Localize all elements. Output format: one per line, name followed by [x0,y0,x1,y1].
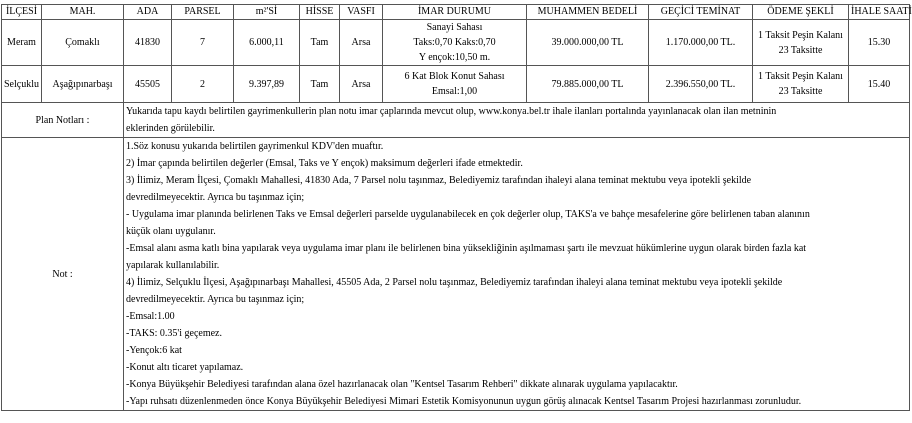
note-line: -Yapı ruhsatı düzenlenmeden önce Konya Büyükşehir Belediyesi Mimari Estetik Komisyonunun uygun görüş alınacak Kentsel Tasarım Projesi hazırlanması zorunludur. [126,396,802,407]
cell-teminat: 2.396.550,00 TL. [649,66,753,103]
header-mahalle: MAH. [42,5,124,20]
imar-line: Sanayi Sahası [426,22,483,33]
note-line: -Emsal:1.00 [126,311,175,322]
note-line: küçük olanı uygulanır. [126,226,216,237]
cell-parsel: 2 [172,66,234,103]
header-ilce: İLÇESİ [2,5,42,20]
cell-ada: 41830 [124,20,172,66]
notes-row [2,138,910,411]
odeme-line: 1 Taksit Peşin Kalanı [758,71,843,82]
notes-text [124,138,910,411]
cell-ilce: Selçuklu [2,66,42,103]
cell-vasif: Arsa [340,20,383,66]
header-vasif: VASFI [340,5,383,20]
plan-notes-line: eklerinden görülebilir. [126,123,215,134]
cell-mahalle: Çomaklı [42,20,124,66]
note-line: 3) İlimiz, Meram İlçesi, Çomaklı Mahallesi, 41830 Ada, 7 Parsel nolu taşınmaz, Belediyemiz tarafından ihaleyi alana teminat mektubu veya ipotekli şekilde [126,175,752,186]
imar-line: Emsal:1,00 [431,86,478,97]
plan-notes-row [2,103,910,138]
header-saat: İHALE SAATİ [849,5,910,20]
cell-ilce: Meram [2,20,42,66]
notes-label: Not : [2,138,124,411]
plan-notes-label: Plan Notları : [2,103,124,138]
cell-muhammen: 39.000.000,00 TL [527,20,649,66]
imar-line: Taks:0,70 Kaks:0,70 [413,37,496,48]
note-line: devredilmeyecektir. Ayrıca bu taşınmaz için; [126,294,305,305]
note-line: - Uygulama imar planında belirlenen Taks ve Emsal değerleri parselde uygulanabilecek en çok değerler olup, TAKS'a ve bahçe mesafelerine göre belirlenen taban alanının [126,209,810,220]
cell-hisse: Tam [300,20,340,66]
imar-line: Y ençok:10,50 m. [418,52,491,63]
header-odeme: ÖDEME ŞEKLİ [753,5,849,20]
note-line: devredilmeyecektir. Ayrıca bu taşınmaz için; [126,192,305,203]
cell-ada: 45505 [124,66,172,103]
cell-mahalle: Aşağıpınarbaşı [42,66,124,103]
imar-line: 6 Kat Blok Konut Sahası [404,71,505,82]
cell-imar [383,66,527,103]
header-parsel: PARSEL [172,5,234,20]
note-line: 1.Söz konusu yukarıda belirtilen gayrimenkul KDV'den muaftır. [126,141,384,152]
plan-notes-line: Yukarıda tapu kaydı belirtilen gayrimenkullerin plan notu imar çaplarında mevcut olup, www.konya.bel.tr ihale ilanları portalında yayınlanacak olan ilan metninin [126,106,777,117]
header-row [2,5,910,20]
cell-m2: 6.000,11 [234,20,300,66]
cell-parsel: 7 [172,20,234,66]
odeme-line: 1 Taksit Peşin Kalanı [758,29,843,41]
header-muhammen: MUHAMMEN BEDELİ [527,5,649,20]
cell-saat: 15.40 [849,66,910,103]
cell-hisse: Tam [300,66,340,103]
note-line: 4) İlimiz, Selçuklu İlçesi, Aşağıpınarbaşı Mahallesi, 45505 Ada, 2 Parsel nolu taşınmaz, Belediyemiz tarafından ihaleyi alana teminat mektubu veya ipotekli şekilde [126,277,783,288]
plan-notes-text [124,103,910,138]
header-m2: m²'Sİ [234,5,300,20]
cell-imar [383,20,527,66]
tender-table [1,4,910,411]
note-line: -Konut altı ticaret yapılamaz. [126,362,244,373]
cell-m2: 9.397,89 [234,66,300,103]
cell-saat: 15.30 [849,20,910,66]
cell-odeme [753,20,849,66]
header-ada: ADA [124,5,172,20]
table-row [2,66,910,103]
table-row [2,20,910,66]
cell-vasif: Arsa [340,66,383,103]
odeme-line: 23 Taksitte [778,44,823,56]
odeme-line: 23 Taksitte [778,86,823,97]
note-line: -Emsal alanı asma katlı bina yapılarak veya uygulama imar planı ile belirlenen bina yüksekliğinin aşılmaması şartı ile mevzuat hükümlerine uygun olarak birden fazla kat [126,243,807,254]
note-line: 2) İmar çapında belirtilen değerler (Emsal, Taks ve Y ençok) maksimum değerleri ifade etmektedir. [126,158,523,169]
header-imar: İMAR DURUMU [383,5,527,20]
header-teminat: GEÇİCİ TEMİNAT [649,5,753,20]
cell-odeme [753,66,849,103]
header-hisse: HİSSE [300,5,340,20]
cell-teminat: 1.170.000,00 TL. [649,20,753,66]
note-line: -TAKS: 0.35'i geçemez. [126,328,222,339]
note-line: -Konya Büyükşehir Belediyesi tarafından alana özel hazırlanacak olan "Kentsel Tasarım Rehberi" dikkate alınarak uygulama yapılacaktır. [126,379,678,390]
note-line: -Yençok:6 kat [126,345,182,356]
note-line: yapılarak kullanılabilir. [126,260,220,271]
cell-muhammen: 79.885.000,00 TL [527,66,649,103]
